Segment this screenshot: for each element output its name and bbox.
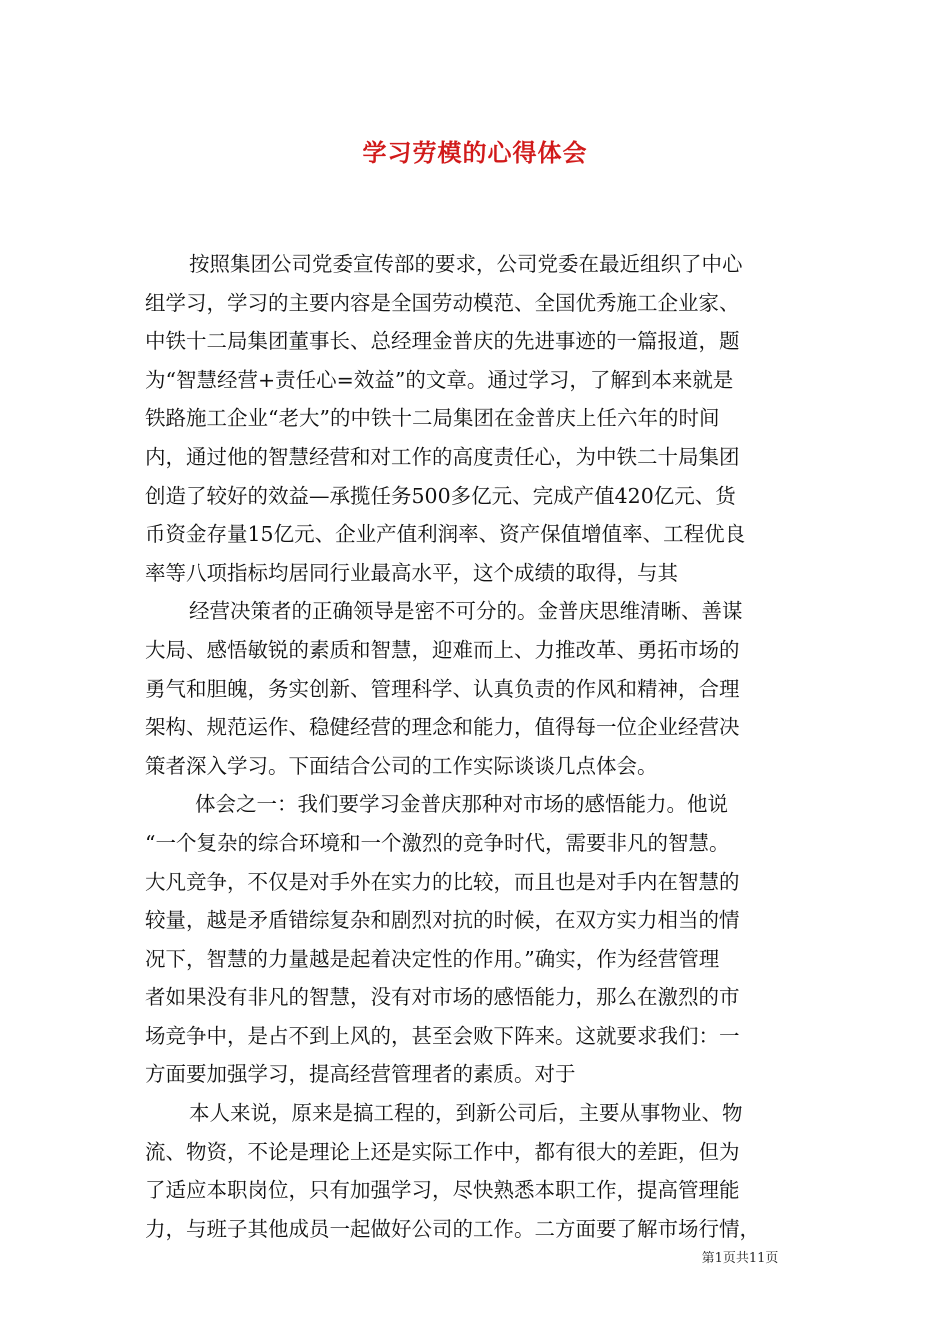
text-line: 体会之一：我们要学习金普庆那种对市场的感悟能力。他说 — [195, 792, 728, 817]
text-line: 况下，智慧的力量越是起着决定性的作用。”确实，作为经营管理 — [145, 946, 720, 971]
text-line: “一个复杂的综合环境和一个激烈的竞争时代，需要非凡的智慧。 — [145, 830, 730, 855]
text-line: 力，与班子其他成员一起做好公司的工作。二方面要了解市场行情， — [145, 1216, 760, 1241]
document-title: 学习劳模的心得体会 — [362, 138, 588, 167]
text-line: 方面要加强学习，提高经营管理者的素质。对于 — [145, 1062, 576, 1087]
text-line: 大凡竞争，不仅是对手外在实力的比较，而且也是对手内在智慧的 — [145, 869, 740, 894]
text-line: 本人来说，原来是搞工程的，到新公司后，主要从事物业、物 — [189, 1101, 743, 1126]
text-line: 者如果没有非凡的智慧，没有对市场的感悟能力，那么在激烈的市 — [145, 985, 740, 1010]
text-line: 经营决策者的正确领导是密不可分的。金普庆思维清晰、善谋 — [189, 599, 743, 624]
text-line: 大局、感悟敏锐的素质和智慧，迎难而上、力推改革、勇拓市场的 — [145, 637, 740, 662]
text-line: 场竞争中，是占不到上风的，甚至会败下阵来。这就要求我们：一 — [145, 1023, 740, 1048]
document-body — [145, 245, 815, 1248]
page-number: 第1页共11页 — [701, 1251, 779, 1266]
text-line: 流、物资，不论是理论上还是实际工作中，都有很大的差距，但为 — [145, 1139, 740, 1164]
text-line: 币资金存量15亿元、企业产值利润率、资产保值增值率、工程优良 — [145, 522, 746, 547]
text-line: 较量，越是矛盾错综复杂和剧烈对抗的时候，在双方实力相当的情 — [145, 908, 740, 933]
text-line: 勇气和胆魄，务实创新、管理科学、认真负责的作风和精神，合理 — [145, 676, 740, 701]
text-line: 率等八项指标均居同行业最高水平，这个成绩的取得，与其 — [145, 560, 678, 585]
text-line: 创造了较好的效益—承揽任务500多亿元、完成产值420亿元、货 — [145, 483, 736, 508]
text-line: 按照集团公司党委宣传部的要求，公司党委在最近组织了中心 — [189, 252, 743, 276]
text-line: 内，通过他的智慧经营和对工作的高度责任心，为中铁二十局集团 — [145, 444, 740, 469]
text-line: 架构、规范运作、稳健经营的理念和能力，值得每一位企业经营决 — [145, 715, 740, 740]
text-line: 了适应本职岗位，只有加强学习，尽快熟悉本职工作，提高管理能 — [145, 1178, 740, 1203]
text-line: 为“智慧经营+责任心=效益”的文章。通过学习，了解到本来就是 — [145, 367, 734, 392]
text-line: 组学习，学习的主要内容是全国劳动模范、全国优秀施工企业家、 — [145, 290, 740, 315]
page-footer — [655, 1247, 825, 1266]
text-line: 中铁十二局集团董事长、总经理金普庆的先进事迹的一篇报道，题 — [145, 329, 740, 354]
text-line: 策者深入学习。下面结合公司的工作实际谈谈几点体会。 — [145, 753, 658, 778]
text-line: 铁路施工企业“老大”的中铁十二局集团在金普庆上任六年的时间 — [145, 406, 720, 431]
